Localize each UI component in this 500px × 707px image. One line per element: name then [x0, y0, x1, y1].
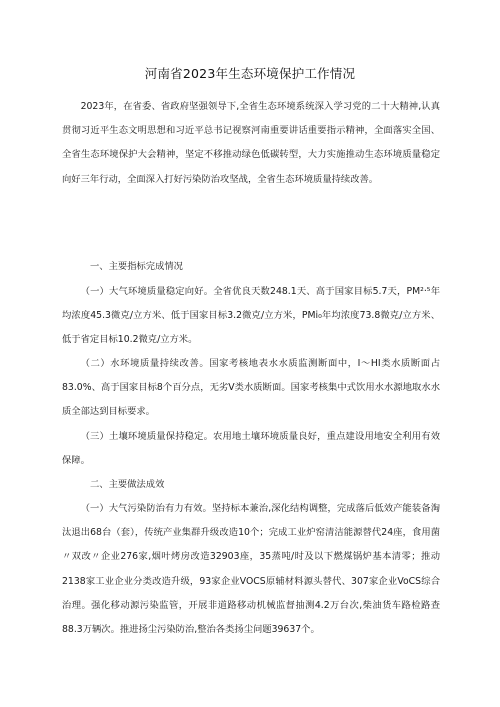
document-title: 河南省2023年生态环境保护工作情况: [144, 66, 356, 81]
section-heading-1: 一、主要指标完成情况: [90, 261, 183, 272]
section1-paragraph-air: （一）大气环境质量稳定向好。全省优良天数248.1天、高于国家目标5.7天，PM²·⁵年均浓度45.3微克/立方米、低于国家目标3.2微克/立方米，PMi₀年均浓度73.8微克/立方米、低于省定目标10.2微克/立方米。: [62, 286, 440, 346]
section1-paragraph-soil: （三）土壤环境质量保持稳定。农用地土壤环境质量良好，重点建设用地安全利用有效保障。: [62, 431, 440, 467]
section-heading-2: 二、主要做法成效: [90, 479, 165, 490]
section1-paragraph-water: （二）水环境质量持续改善。国家考核地表水水质监测断面中，I～HI类水质断面占83.0%、高于国家目标8个百分点，无劣V类水质断面。国家考核集中式饮用水水源地取水水质全部达到目标要求。: [62, 358, 440, 418]
section2-paragraph-air: （一）大气污染防治有力有效。坚持标本兼治,深化结构调整，完成落后低效产能装备淘汰退出68台（套），传统产业集群升级改造10个；完成工业炉窑清洁能源替代24座，食用菌〃双改〃企业276家,烟叶烤房改造32903座，35蒸吨/时及以下燃煤锅炉基本清零；推动2138家工业企业分类改造升级，93家企业VOCS原辅材料源头替代、307家企业VoCS综合治理。强化移动源污染监管，开展非道路移动机械监督抽测4.2万台次,柴油货车路检路查88.3万辆次。推进扬尘污染防治,整治各类扬尘问题39637个。: [62, 503, 440, 636]
intro-paragraph: 2023年，在省委、省政府坚强领导下,全省生态环境系统深入学习党的二十大精神,认真贯彻习近平生态文明思想和习近平总书记视察河南重要讲话重要指示精神，全面落实全国、全省生态环境保护大会精神，坚定不移推动绿色低碳转型，大力实施推动生态环境质量稳定向好三年行动，全面深入打好污染防治攻坚战，全省生态环境质量持续改善。: [62, 101, 440, 185]
